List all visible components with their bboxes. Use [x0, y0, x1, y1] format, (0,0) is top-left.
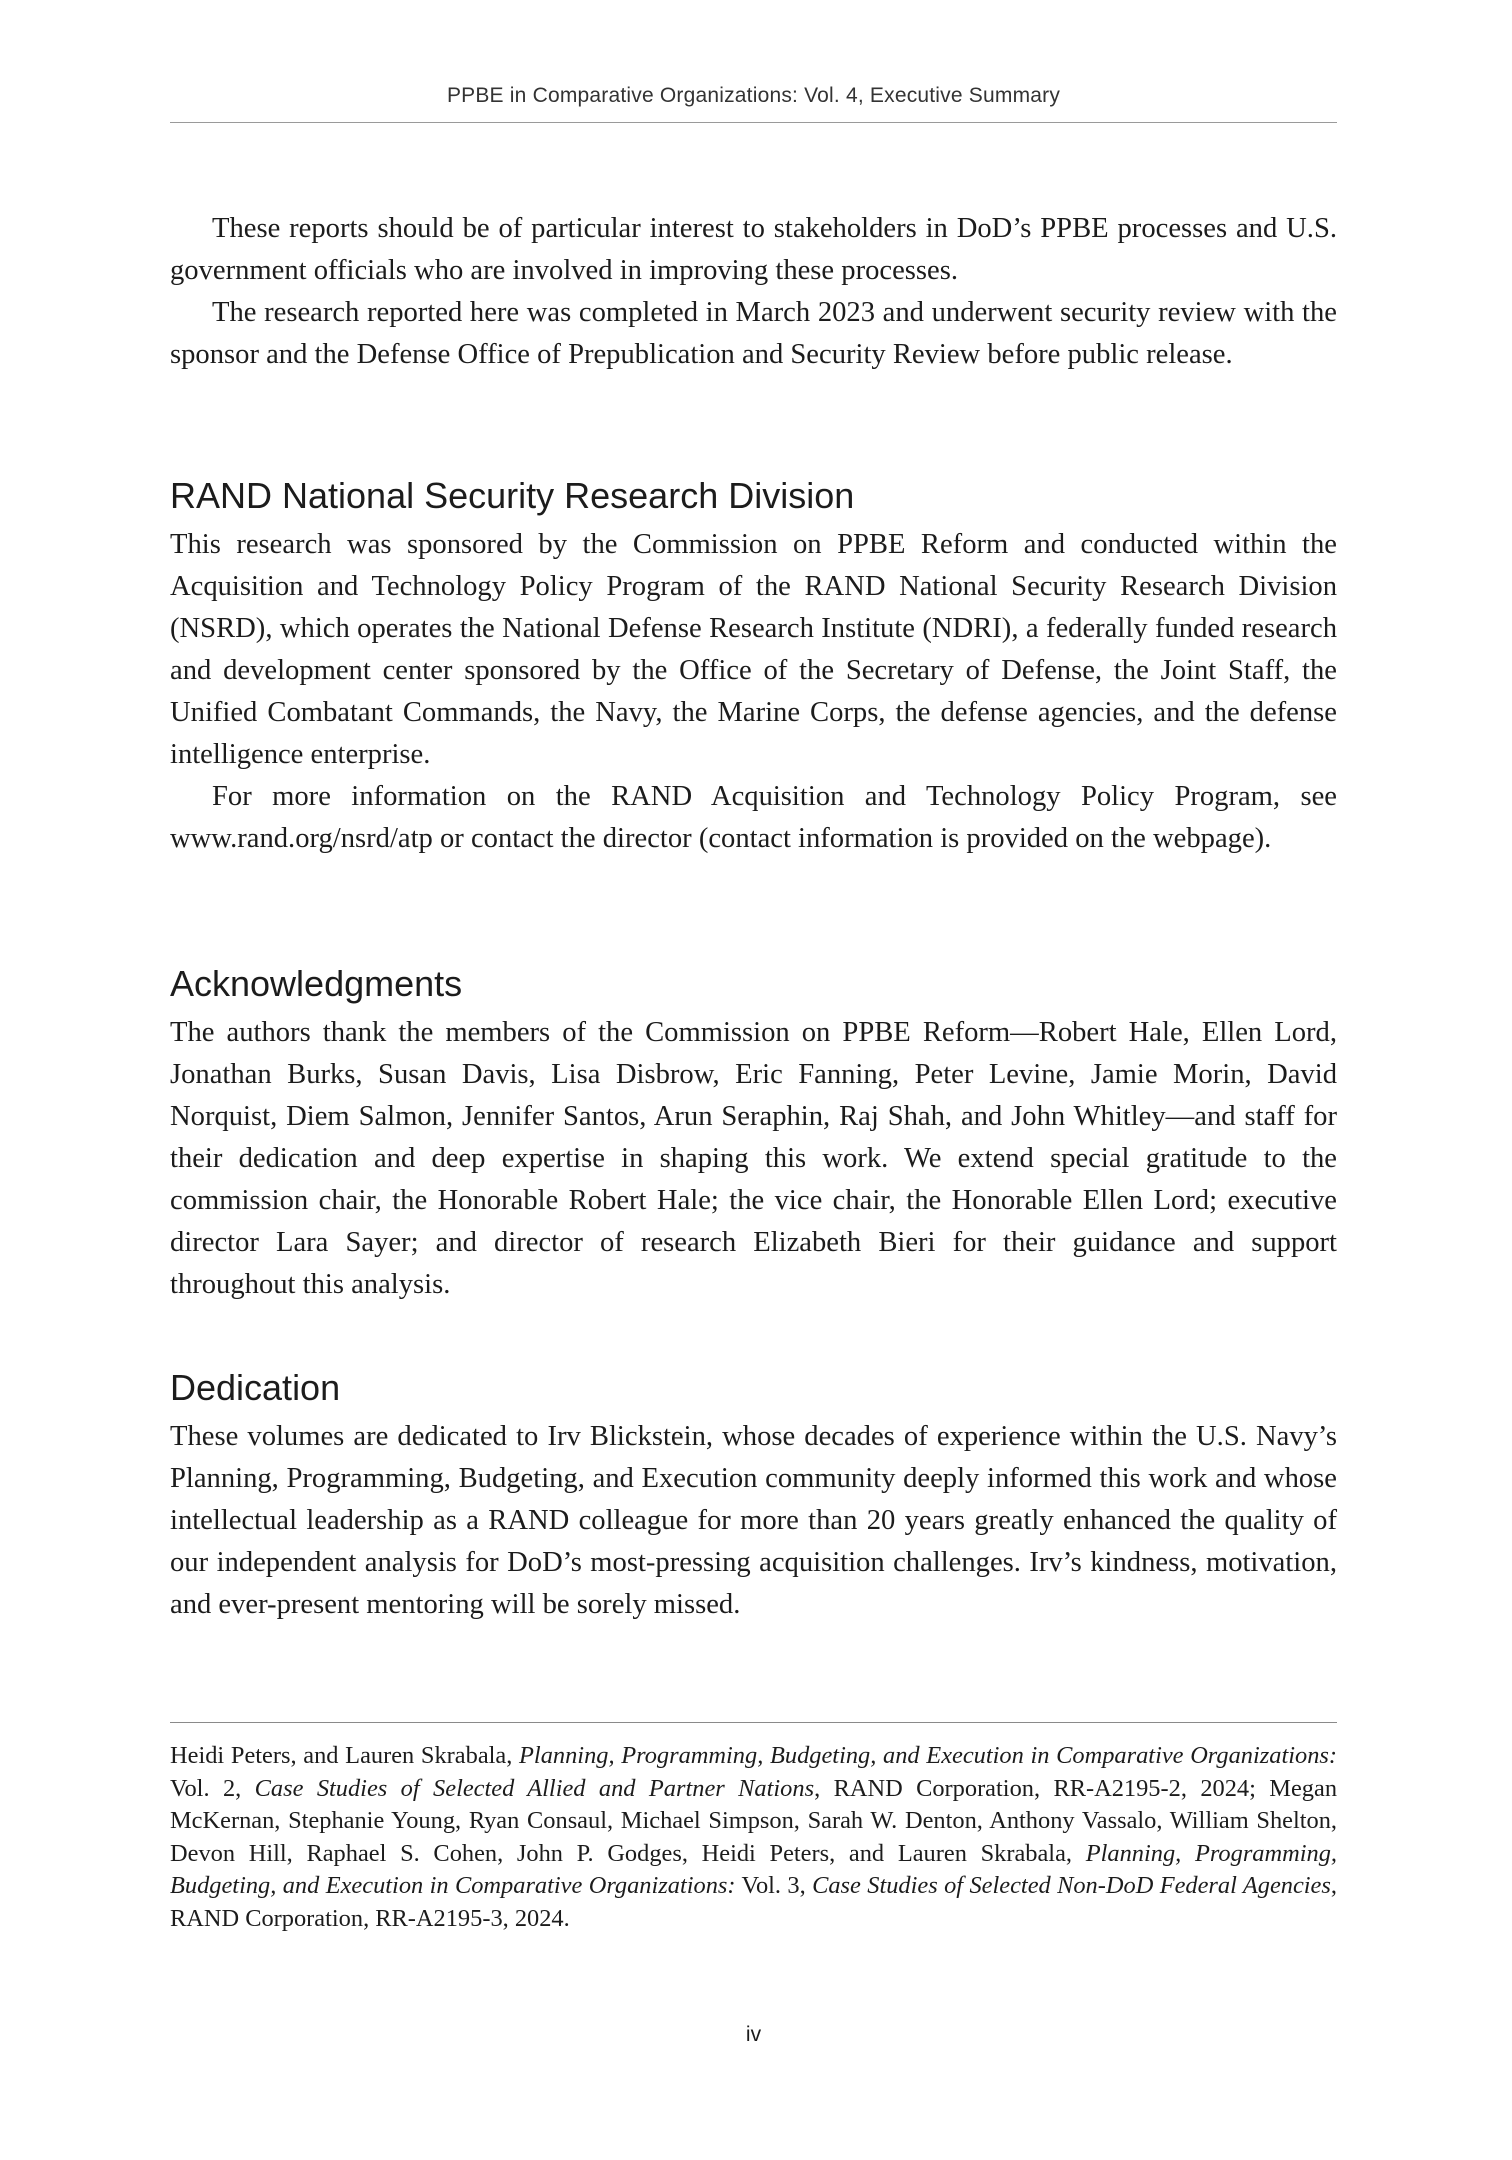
intro-paragraph-1: These reports should be of particular interest to stakeholders in DoD’s PPBE processes and U.S. government officials who are involved in improving these processes.	[170, 213, 1337, 286]
nsrd-section	[170, 474, 1337, 860]
dedication-paragraph: These volumes are dedicated to Irv Blickstein, whose decades of experience within the U.S. Navy’s Planning, Programming, Budgeting, and Execution community deeply informed this work and whose intellectual leadership as a RAND colleague for more than 20 years greatly enhanced the quality of our independent analysis for DoD’s most-pressing acquisition challenges. Irv’s kindness, motivation, and ever-present mentoring will be sorely missed.	[170, 1421, 1337, 1620]
nsrd-paragraph-2: For more information on the RAND Acquisition and Technology Policy Program, see www.rand.org/nsrd/atp or contact the director (contact information is provided on the webpage).	[170, 781, 1337, 854]
intro-section	[170, 208, 1337, 376]
dedication-section	[170, 1366, 1337, 1626]
footnote-rule	[170, 1722, 1337, 1723]
footnote-text: Heidi Peters, and Lauren Skrabala,	[170, 1742, 520, 1769]
footnote-text: , RAND Corporation, RR-A2195-2, 2024; Megan McKernan, Stephanie Young, Ryan Consaul, Michael Simpson, Sarah W. Denton, Anthony Vassalo, William Shelton, Devon Hill, Raphael S. Cohen, John P. Godges, Heidi Peters, and Lauren Skrabala,	[170, 1774, 1338, 1867]
acknowledgments-paragraph: The authors thank the members of the Commission on PPBE Reform—Robert Hale, Ellen Lord, Jonathan Burks, Susan Davis, Lisa Disbrow, Eric Fanning, Peter Levine, Jamie Morin, David Norquist, Diem Salmon, Jennifer Santos, Arun Seraphin, Raj Shah, and John Whitley—and staff for their dedication and deep expertise in shaping this work. We extend special gratitude to the commission chair, the Honorable Robert Hale; the vice chair, the Honorable Ellen Lord; executive director Lara Sayer; and director of research Elizabeth Bieri for their guidance and support throughout this analysis.	[170, 1017, 1337, 1300]
footnote-subtitle-italic: Case Studies of Selected Non-DoD Federal Agencies	[812, 1872, 1331, 1900]
acknowledgments-section	[170, 962, 1337, 1306]
nsrd-paragraph-1: This research was sponsored by the Commission on PPBE Reform and conducted within the Acquisition and Technology Policy Program of the RAND National Security Research Division (NSRD), which operates the National Defense Research Institute (NDRI), a federally funded research and development center sponsored by the Office of the Secretary of Defense, the Joint Staff, the Unified Combatant Commands, the Navy, the Marine Corps, the defense agencies, and the defense intelligence enterprise.	[170, 529, 1337, 770]
footnote-title-italic: Planning, Programming, Budgeting, and Execution in Comparative Organizations:	[519, 1742, 1337, 1769]
footnote-text: , RAND Corporation, RR-A2195-3, 2024.	[170, 1872, 1337, 1932]
footnote-title-italic: Planning, Programming, Budgeting, and Execution in Comparative Organizations:	[170, 1839, 1337, 1900]
header-rule	[170, 122, 1337, 123]
footnote	[170, 1740, 1337, 1936]
footnote-text: Vol. 2,	[170, 1774, 255, 1802]
page-number: iv	[745, 2023, 762, 2046]
section-heading-nsrd: RAND National Security Research Division	[170, 475, 855, 516]
section-heading-dedication: Dedication	[170, 1367, 341, 1408]
running-head: PPBE in Comparative Organizations: Vol. 4, Executive Summary	[446, 84, 1061, 107]
footnote-text: Vol. 3,	[735, 1872, 813, 1900]
section-heading-acknowledgments: Acknowledgments	[170, 963, 463, 1004]
footnote-subtitle-italic: Case Studies of Selected Allied and Partner Nations	[254, 1774, 815, 1802]
intro-paragraph-2: The research reported here was completed in March 2023 and underwent security review with the sponsor and the Defense Office of Prepublication and Security Review before public release.	[170, 297, 1337, 370]
